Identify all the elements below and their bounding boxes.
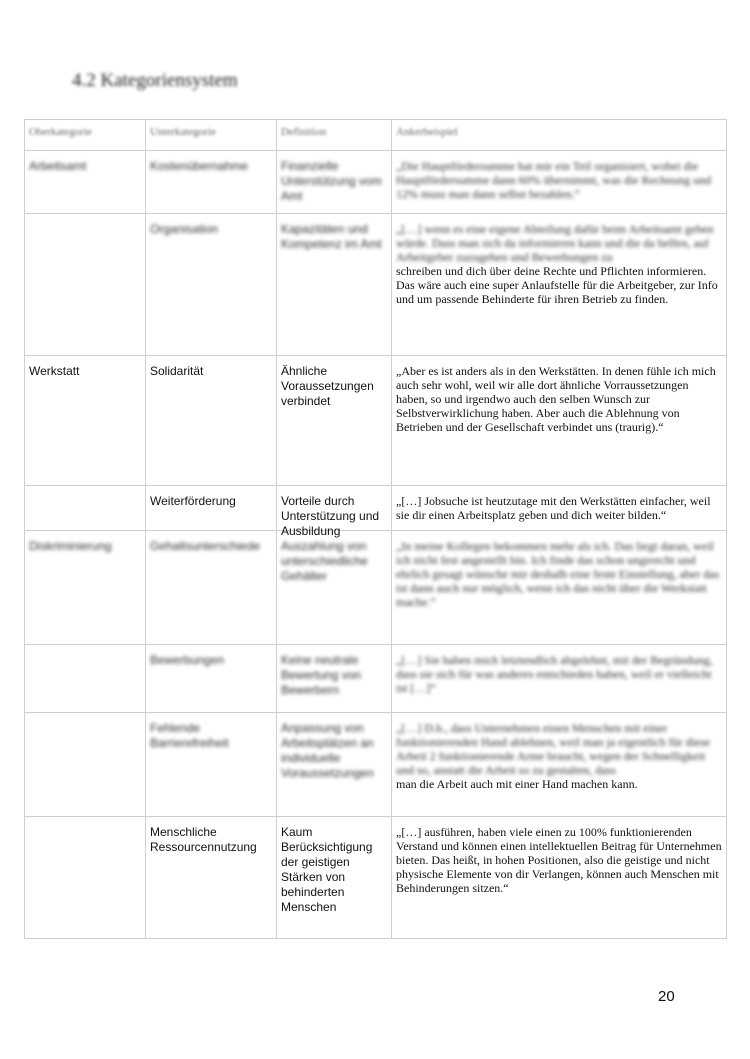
unterkategorie-cell: Gehaltsunterschiede bbox=[146, 531, 277, 645]
definition-cell: Kapazitäten und Kompetenz im Amt bbox=[277, 214, 392, 356]
definition-cell bbox=[277, 486, 392, 538]
unterkategorie-cell: Organisation bbox=[146, 214, 277, 356]
anker-blurred-text: „[…] Sie haben mich letztendlich abgelehnt, mit der Begründung, dass sie sich für was anderes entschieden haben, weil er vielleicht ist […]“ bbox=[396, 653, 713, 695]
column-header: Oberkategorie bbox=[25, 120, 146, 151]
anker-blurred-text: „[…] wenn es eine eigene Abteilung dafür beim Arbeitsamt geben würde. Dass man sich da informieren kann und die da helfen, auf Arbeitgeber zuzugehen und Bewerbungen zu bbox=[396, 222, 714, 264]
section-heading: 4.2 Kategoriensystem bbox=[72, 70, 238, 91]
definition-cell: Keine neutrale Bewertung von Bewerbern bbox=[277, 645, 392, 713]
definition-cell: Kaum Berücksichtigung der geistigen Stärken von behinderten Menschen bbox=[277, 817, 392, 939]
column-header: Definition bbox=[277, 120, 392, 151]
definition-text: Vorteile durch Unterstützung und Ausbildung bbox=[281, 494, 380, 538]
anker-blurred-text: „[…] D.h., dass Unternehmen einen Menschen mit einer funktionierenden Hand ablehnen, weil man ja eigentlich für diese Arbeit 2 funktionierende Arme braucht, wegen der Schnelligkeit und so, anstatt die Arbeit so zu gestalten, dass bbox=[396, 721, 711, 777]
column-header: Ankerbeispiel bbox=[392, 120, 727, 151]
ankerbeispiel-cell: „[…] ausführen, haben viele einen zu 100% funktionierenden Verstand und können einen intellektuellen Beitrag für Unternehmen bieten. Das heißt, in hohen Positionen, also die geistige und nicht physische Elemente von dir Verlangen, können auch Menschen mit Behinderungen sitzen.“ bbox=[392, 817, 727, 939]
anker-text: schreiben und dich über deine Rechte und Pflichten informieren. Das wäre auch eine super Anlaufstelle für die Arbeitgeber, zur Info und um passende Behinderte für ihren Betrieb zu finden. bbox=[396, 264, 718, 306]
definition-cell: Anpassung von Arbeitsplätzen an individuelle Voraussetzungen bbox=[277, 713, 392, 817]
unterkategorie-cell: Menschliche Ressourcennutzung bbox=[146, 817, 277, 939]
ankerbeispiel-cell: „Aber es ist anders als in den Werkstätten. In denen fühle ich mich auch sehr wohl, weil wir alle dort ähnliche Vorraussetzungen haben, so und irgendwo auch den selben Wunsch zur Selbstverwirklichung haben. Aber auch die Ablehnung von Betrieben und der Gesellschaft verbindet uns (traurig).“ bbox=[392, 356, 727, 486]
ankerbeispiel-cell bbox=[392, 531, 727, 645]
oberkategorie-cell: Diskriminierung bbox=[25, 531, 146, 645]
oberkategorie-cell bbox=[25, 713, 146, 817]
table-row bbox=[25, 486, 727, 531]
table-header-row bbox=[25, 120, 727, 151]
ankerbeispiel-cell bbox=[392, 645, 727, 713]
anker-text: man die Arbeit auch mit einer Hand machen kann. bbox=[396, 777, 638, 791]
definition-cell: Finanzielle Unterstützung vom Amt bbox=[277, 151, 392, 214]
table-row bbox=[25, 356, 727, 486]
column-header: Unterkategorie bbox=[146, 120, 277, 151]
unterkategorie-cell: Fehlende Barrierefreiheit bbox=[146, 713, 277, 817]
anker-blurred-text: „In meine Kollegen bekommen mehr als ich. Das liegt daran, weil ich nicht fest angestellt bin. Ich finde das schon ungerecht und ehrlich gesagt wünsche mir deshalb eine feste Einstellung, aber das ist dann auch nur möglich, wenn ich das nicht über die Werkstatt mache.“ bbox=[396, 539, 720, 609]
table-row bbox=[25, 151, 727, 214]
ankerbeispiel-cell bbox=[392, 214, 727, 356]
oberkategorie-cell bbox=[25, 214, 146, 356]
oberkategorie-cell bbox=[25, 486, 146, 531]
category-table bbox=[24, 119, 727, 939]
table-row bbox=[25, 713, 727, 817]
oberkategorie-cell: Werkstatt bbox=[25, 356, 146, 486]
oberkategorie-cell bbox=[25, 817, 146, 939]
table-row bbox=[25, 645, 727, 713]
oberkategorie-cell: Arbeitsamt bbox=[25, 151, 146, 214]
unterkategorie-cell: Solidarität bbox=[146, 356, 277, 486]
definition-cell: Auszahlung von unterschiedliche Gehälter bbox=[277, 531, 392, 645]
unterkategorie-cell: Kostenübernahme bbox=[146, 151, 277, 214]
anker-blurred-text: „Die Hauptfördersumme hat mir ein Teil organisiert, wobei die Hauptfördersumme dann 60% übernimmt, was die Rechnung und 12% muss man dann selbst bezahlen.“ bbox=[396, 159, 712, 201]
unterkategorie-cell: Weiterförderung bbox=[146, 486, 277, 531]
unterkategorie-cell: Bewerbungen bbox=[146, 645, 277, 713]
ankerbeispiel-cell: „[…] Jobsuche ist heutzutage mit den Werkstätten einfacher, weil sie dir einen Arbeitsplatz geben und dich weiter bilden.“ bbox=[392, 486, 727, 531]
oberkategorie-cell bbox=[25, 645, 146, 713]
table-row bbox=[25, 531, 727, 645]
definition-cell: Ähnliche Voraussetzungen verbindet bbox=[277, 356, 392, 486]
table-row bbox=[25, 214, 727, 356]
page-number: 20 bbox=[658, 988, 675, 1005]
table-row bbox=[25, 817, 727, 939]
ankerbeispiel-cell bbox=[392, 713, 727, 817]
ankerbeispiel-cell bbox=[392, 151, 727, 214]
